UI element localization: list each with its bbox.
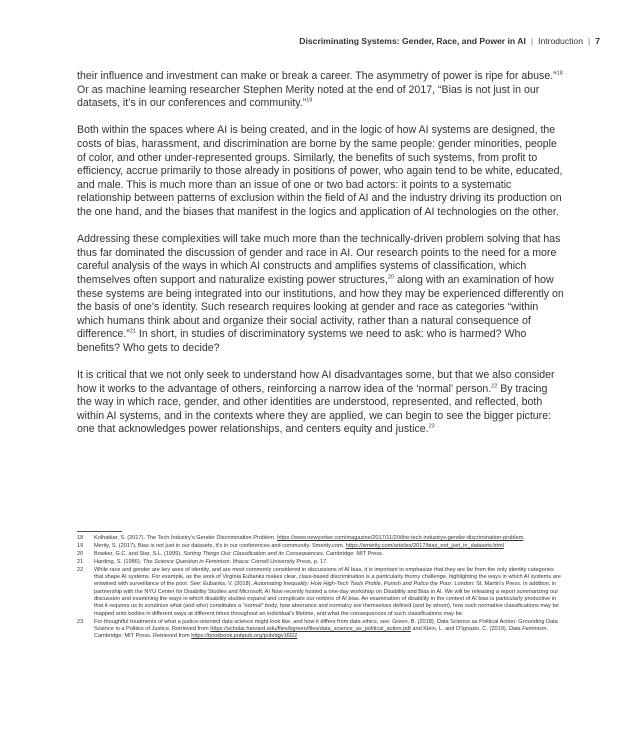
footnote-link[interactable]: https://scholar.harvard.edu/files/bgreen/files/data_science_as_political_action.pdf bbox=[210, 626, 411, 633]
footnote-divider bbox=[77, 531, 122, 532]
paragraph-text: Or as machine learning researcher Stephen Merity noted at the end of 2017, “Bias is not just in our datasets, it’s in our conferences and community.” bbox=[77, 83, 540, 110]
paragraph-text: It is critical that we not only seek to understand how AI disadvantages some, but that we also consider how it works to the advantage of others, reinforcing a narrow idea of the ‘normal’ person. bbox=[77, 369, 555, 395]
footnote-text: Merity, S. (2017). Bias is not just in our datasets, it’s in our conferences and community. Smerity.com. https://smerity.com/articles/2017/bias_not_just_in_datasets.html bbox=[94, 542, 504, 549]
running-header bbox=[299, 36, 600, 46]
paragraph-text: their influence and investment can make or break a career. The asymmetry of power is ripe for abuse.” bbox=[77, 70, 557, 82]
footnote-number: 23 bbox=[77, 618, 84, 625]
footnote-ref[interactable]: 23 bbox=[428, 423, 435, 430]
section-name: Introduction bbox=[538, 36, 583, 46]
footnote-ref[interactable]: 18 bbox=[556, 70, 563, 77]
header-separator: | bbox=[530, 36, 534, 46]
footnote-ref[interactable]: 19 bbox=[306, 97, 313, 104]
footnote bbox=[77, 551, 564, 558]
footnote-ref[interactable]: 22 bbox=[491, 383, 498, 390]
paragraph-text: By tracing the way in which race, gender, and other identities are understood, represented, and reflected, both within AI systems, and in the contexts where they are applied, we can begin to see the bigger picture: one that acknowledges power relationships, and centers equity and justice. bbox=[77, 382, 552, 436]
page-number: 7 bbox=[595, 36, 600, 46]
paragraph bbox=[77, 369, 564, 437]
paragraph bbox=[77, 70, 564, 111]
document-title: Discriminating Systems: Gender, Race, and Power in AI bbox=[299, 36, 526, 46]
paragraph bbox=[77, 233, 564, 355]
footnote-ref[interactable]: 20 bbox=[387, 274, 395, 281]
footnote bbox=[77, 567, 564, 618]
footnote bbox=[77, 535, 564, 542]
footnote-ref[interactable]: 21 bbox=[129, 328, 136, 335]
footnote-link[interactable]: https://smerity.com/articles/2017/bias_not_just_in_datasets.html bbox=[345, 542, 504, 549]
paragraph: Both within the spaces where AI is being created, and in the logic of how AI systems are designed, the costs of bias, harassment, and discrimination are borne by the same people: gender minorities, people of color, and other under-represented groups. Similarly, the benefits of such systems, from profit to efficiency, accrue primarily to those already in positions of power, who again tend to be white, educated, and male. This is much more than an issue of one or two bad actors: it points to a systematic relationship between patterns of exclusion within the field of AI and the industry driving its production on the one hand, and the biases that manifest in the logics and application of AI technologies on the other. bbox=[77, 124, 563, 218]
footnote bbox=[77, 559, 564, 566]
footnote-link[interactable]: https://bookbook.pubpub.org/pub/dgv16l22 bbox=[191, 633, 298, 640]
footnote bbox=[77, 543, 564, 550]
footnote-number: 19 bbox=[77, 542, 84, 549]
body-text bbox=[77, 70, 564, 451]
footnote-text: For thoughtful treatments of what a justice-oriented data science might look like, and how it differs from data ethics, see: Green, B. (2018). Data Science as Political Action: Grounding Data Science in a Politics of Justice, Retrieved from https://scholar.harvard.edu/files/bgreen/files/data_science_as_political_action.pdf and Klein, L. and D’Ignazio, C. (2019). Data Feminism. Cambridge: MIT Press. Retrieved from https://bookbook.pubpub.org/pub/dgv16l22. bbox=[94, 618, 558, 640]
footnote bbox=[77, 619, 564, 641]
paragraph-text: along with an examination of how these systems are being integrated into our institutions, and how they may be experienced differently on the basis of one’s identity. Such research requires looking at gender and race as categories “within which humans think about and organize their social activity, rather than a natural consequence of difference.” bbox=[77, 273, 564, 341]
footnote-number: 20 bbox=[77, 550, 84, 557]
footnote-number: 22 bbox=[77, 566, 84, 573]
footnote-number: 21 bbox=[77, 558, 84, 565]
footnote-link[interactable]: https://www.newyorker.com/magazine/2017/11/20/the-tech-industrys-gender-discrimination-problem bbox=[277, 535, 524, 541]
footnote-number: 18 bbox=[77, 535, 84, 541]
footnote-text: While race and gender are key axes of identity, and are most commonly considered in discussions of AI bias, it is important to emphasize that they are far from the only identity categories that shape AI systems. For example, as the work of Virginia Eubanks makes clear, class-based discrimination is a particularly thorny challenge, highlighting the ways in which AI systems are entwined with surveillance of the poor. See: Eubanks, V. (2018). Automating Inequality: How High-Tech Tools Profile, Punish and Police the Poor. London: St. Martin’s Press. In addition, in partnership with the NYU Center for Disability Studies and Microsoft, AI Now recently hosted a one-day workshop on Disability and Bias in AI. We will be releasing a report summarizing our discussion and examining the ways in which disability studies expand and complicate our notions of AI bias. An examination of disability in the context of AI bias is particularly productive in that it requires us to scrutinize what (and who) constitutes a “normal” body, how aberrance and normalcy are themselves defined (and by whom), how such normative classifications may be mapped onto bodies in different ways at different times throughout an individual’s lifetime, and what the consequences of such classifications may be. bbox=[94, 566, 561, 617]
footnote-text: Kolhatkar, S. (2017). The Tech Industry’s Gender Discrimination Problem. https://www.newyorker.com/magazine/2017/11/20/the-tech-industrys-gender-discrimination-problem. bbox=[94, 535, 525, 541]
footnote-text: Harding, S. (1986). The Science Question in Feminism. Ithaca: Cornell University Press, p. 17. bbox=[94, 558, 328, 565]
footnote-text: Bowker, G.C. and Star, S.L. (1999). Sorting Things Out: Classification and its Consequences. Cambridge: MIT Press. bbox=[94, 550, 384, 557]
paragraph-text: Addressing these complexities will take much more than the technically-driven problem solving that has thus far dominated the discussion of gender and race in AI. Our research points to the need for a more careful analysis of the ways in which AI constructs and amplifies systems of classification, which themselves often support and naturalize existing power structures, bbox=[77, 233, 561, 286]
paragraph-text: In short, in studies of discriminatory systems we need to ask: who is harmed? Who benefits? Who gets to decide? bbox=[77, 328, 527, 354]
footnotes bbox=[77, 535, 564, 641]
header-separator: | bbox=[587, 36, 591, 46]
